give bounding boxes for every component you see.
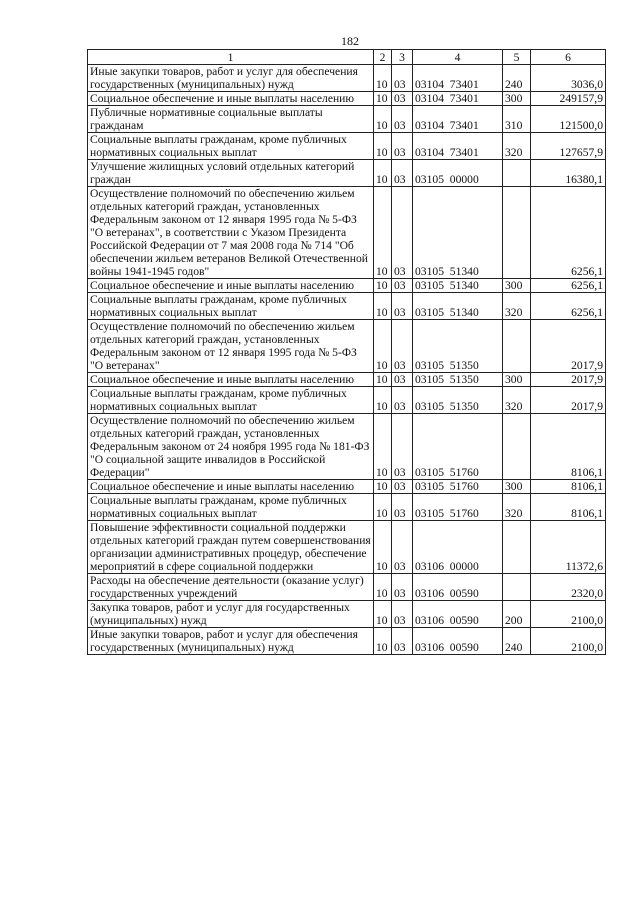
section-code-cell: 10 — [374, 628, 392, 655]
target-article-cell: 03106 00590 — [413, 628, 503, 655]
expense-type-cell: 240 — [503, 65, 531, 92]
target-article-cell: 03105 51340 — [413, 187, 503, 279]
section-code-cell: 10 — [374, 293, 392, 320]
section-code-cell: 10 — [374, 414, 392, 480]
expense-name-cell: Осуществление полномочий по обеспечению жильем отдельных категорий граждан, установленных Федеральным законом от 24 ноября 1995 года № 181-ФЗ "О социальной защите инвалидов в Российской Федерации" — [88, 414, 374, 480]
subsection-code-cell: 03 — [392, 187, 413, 279]
subsection-code-cell: 03 — [392, 601, 413, 628]
expense-name-cell: Иные закупки товаров, работ и услуг для обеспечения государственных (муниципальных) нужд — [88, 65, 374, 92]
amount-cell: 2320,0 — [531, 574, 606, 601]
expense-name-cell: Улучшение жилищных условий отдельных категорий граждан — [88, 160, 374, 187]
section-code-cell: 10 — [374, 601, 392, 628]
section-code-cell: 10 — [374, 494, 392, 521]
table-row — [88, 320, 606, 373]
table-row — [88, 160, 606, 187]
column-header: 2 — [374, 50, 392, 65]
expense-type-cell: 320 — [503, 494, 531, 521]
table-row — [88, 106, 606, 133]
amount-cell: 8106,1 — [531, 414, 606, 480]
amount-cell: 6256,1 — [531, 279, 606, 293]
expense-name-cell: Социальное обеспечение и иные выплаты населению — [88, 480, 374, 494]
expense-name-cell: Социальное обеспечение и иные выплаты населению — [88, 279, 374, 293]
expense-type-cell — [503, 160, 531, 187]
expense-name-cell: Осуществление полномочий по обеспечению жильем отдельных категорий граждан, установленных Федеральным законом от 12 января 1995 года № 5-ФЗ "О ветеранах" — [88, 320, 374, 373]
expense-name-cell: Социальное обеспечение и иные выплаты населению — [88, 373, 374, 387]
target-article-cell: 03105 51760 — [413, 414, 503, 480]
subsection-code-cell: 03 — [392, 106, 413, 133]
expense-type-cell: 300 — [503, 373, 531, 387]
subsection-code-cell: 03 — [392, 133, 413, 160]
amount-cell: 8106,1 — [531, 480, 606, 494]
expense-type-cell: 320 — [503, 387, 531, 414]
column-header: 1 — [88, 50, 374, 65]
expense-name-cell: Публичные нормативные социальные выплаты гражданам — [88, 106, 374, 133]
section-code-cell: 10 — [374, 373, 392, 387]
target-article-cell: 03106 00590 — [413, 601, 503, 628]
subsection-code-cell: 03 — [392, 628, 413, 655]
expense-type-cell: 200 — [503, 601, 531, 628]
amount-cell: 2017,9 — [531, 387, 606, 414]
subsection-code-cell: 03 — [392, 160, 413, 187]
section-code-cell: 10 — [374, 133, 392, 160]
column-header: 4 — [413, 50, 503, 65]
column-header: 3 — [392, 50, 413, 65]
budget-table — [87, 49, 606, 655]
expense-type-cell: 300 — [503, 279, 531, 293]
expense-name-cell: Повышение эффективности социальной поддержки отдельных категорий граждан путем совершенствования организации административных процедур, обеспечение мероприятий в сфере социальной поддержки — [88, 521, 374, 574]
table-row — [88, 133, 606, 160]
expense-name-cell: Иные закупки товаров, работ и услуг для обеспечения государственных (муниципальных) нужд — [88, 628, 374, 655]
table-row — [88, 187, 606, 279]
page-number: 182 — [341, 34, 359, 48]
table-row — [88, 494, 606, 521]
expense-name-cell: Социальные выплаты гражданам, кроме публичных нормативных социальных выплат — [88, 293, 374, 320]
column-header: 5 — [503, 50, 531, 65]
section-code-cell: 10 — [374, 106, 392, 133]
expense-type-cell — [503, 414, 531, 480]
expense-type-cell — [503, 521, 531, 574]
expense-name-cell: Закупка товаров, работ и услуг для государственных (муниципальных) нужд — [88, 601, 374, 628]
subsection-code-cell: 03 — [392, 494, 413, 521]
target-article-cell: 03105 00000 — [413, 160, 503, 187]
subsection-code-cell: 03 — [392, 279, 413, 293]
table-row — [88, 373, 606, 387]
subsection-code-cell: 03 — [392, 574, 413, 601]
section-code-cell: 10 — [374, 480, 392, 494]
amount-cell: 3036,0 — [531, 65, 606, 92]
amount-cell: 2017,9 — [531, 373, 606, 387]
amount-cell: 2017,9 — [531, 320, 606, 373]
expense-name-cell: Социальные выплаты гражданам, кроме публичных нормативных социальных выплат — [88, 494, 374, 521]
amount-cell: 127657,9 — [531, 133, 606, 160]
expense-name-cell: Осуществление полномочий по обеспечению жильем отдельных категорий граждан, установленных Федеральным законом от 12 января 1995 года № 5-ФЗ "О ветеранах", в соответствии с Указом Президента Российской Федерации от 7 мая 2008 года № 714 "Об обеспечении жильем ветеранов Великой Отечественной войны 1941-1945 годов" — [88, 187, 374, 279]
expense-type-cell: 300 — [503, 92, 531, 106]
target-article-cell: 03104 73401 — [413, 65, 503, 92]
subsection-code-cell: 03 — [392, 521, 413, 574]
amount-cell: 2100,0 — [531, 601, 606, 628]
amount-cell: 2100,0 — [531, 628, 606, 655]
section-code-cell: 10 — [374, 521, 392, 574]
expense-type-cell: 310 — [503, 106, 531, 133]
target-article-cell: 03105 51340 — [413, 293, 503, 320]
target-article-cell: 03105 51350 — [413, 373, 503, 387]
target-article-cell: 03106 00590 — [413, 574, 503, 601]
subsection-code-cell: 03 — [392, 373, 413, 387]
subsection-code-cell: 03 — [392, 65, 413, 92]
table-row — [88, 601, 606, 628]
expense-type-cell — [503, 320, 531, 373]
expense-type-cell — [503, 574, 531, 601]
expense-name-cell: Социальные выплаты гражданам, кроме публичных нормативных социальных выплат — [88, 133, 374, 160]
subsection-code-cell: 03 — [392, 480, 413, 494]
section-code-cell: 10 — [374, 65, 392, 92]
section-code-cell: 10 — [374, 320, 392, 373]
subsection-code-cell: 03 — [392, 92, 413, 106]
amount-cell: 16380,1 — [531, 160, 606, 187]
expense-type-cell: 300 — [503, 480, 531, 494]
expense-type-cell: 320 — [503, 293, 531, 320]
section-code-cell: 10 — [374, 574, 392, 601]
target-article-cell: 03105 51340 — [413, 279, 503, 293]
table-row — [88, 480, 606, 494]
section-code-cell: 10 — [374, 387, 392, 414]
amount-cell: 121500,0 — [531, 106, 606, 133]
target-article-cell: 03104 73401 — [413, 106, 503, 133]
table-row — [88, 279, 606, 293]
table-row — [88, 628, 606, 655]
subsection-code-cell: 03 — [392, 387, 413, 414]
subsection-code-cell: 03 — [392, 293, 413, 320]
expense-name-cell: Социальные выплаты гражданам, кроме публичных нормативных социальных выплат — [88, 387, 374, 414]
table-row — [88, 521, 606, 574]
table-row — [88, 293, 606, 320]
expense-name-cell: Социальное обеспечение и иные выплаты населению — [88, 92, 374, 106]
table-row — [88, 92, 606, 106]
table-row — [88, 414, 606, 480]
table-row — [88, 574, 606, 601]
amount-cell: 249157,9 — [531, 92, 606, 106]
expense-type-cell — [503, 187, 531, 279]
expense-name-cell: Расходы на обеспечение деятельности (оказание услуг) государственных учреждений — [88, 574, 374, 601]
table-row — [88, 65, 606, 92]
expense-type-cell: 240 — [503, 628, 531, 655]
target-article-cell: 03105 51760 — [413, 480, 503, 494]
amount-cell: 11372,6 — [531, 521, 606, 574]
section-code-cell: 10 — [374, 92, 392, 106]
amount-cell: 6256,1 — [531, 293, 606, 320]
expense-type-cell: 320 — [503, 133, 531, 160]
target-article-cell: 03105 51350 — [413, 320, 503, 373]
amount-cell: 6256,1 — [531, 187, 606, 279]
column-number-row — [88, 50, 606, 65]
section-code-cell: 10 — [374, 279, 392, 293]
section-code-cell: 10 — [374, 187, 392, 279]
target-article-cell: 03104 73401 — [413, 133, 503, 160]
subsection-code-cell: 03 — [392, 320, 413, 373]
section-code-cell: 10 — [374, 160, 392, 187]
table-row — [88, 387, 606, 414]
amount-cell: 8106,1 — [531, 494, 606, 521]
column-header: 6 — [531, 50, 606, 65]
subsection-code-cell: 03 — [392, 414, 413, 480]
target-article-cell: 03105 51760 — [413, 494, 503, 521]
target-article-cell: 03106 00000 — [413, 521, 503, 574]
target-article-cell: 03104 73401 — [413, 92, 503, 106]
target-article-cell: 03105 51350 — [413, 387, 503, 414]
